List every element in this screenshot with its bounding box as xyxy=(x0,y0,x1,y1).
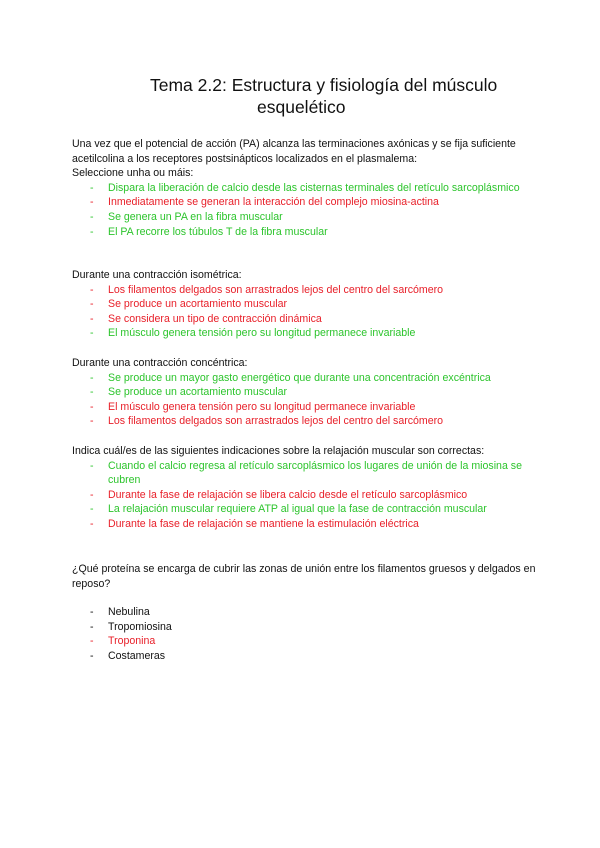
option-item: - Costameras xyxy=(90,649,166,662)
option-text: Durante la fase de relajación se mantiene la estimulación eléctrica xyxy=(108,517,419,530)
option-item: - Los filamentos delgados son arrastrados lejos del centro del sarcómero xyxy=(90,283,444,296)
option-text: Se produce un mayor gasto energético que durante una concentración excéntrica xyxy=(108,371,491,384)
option-item: - Los filamentos delgados son arrastrados lejos del centro del sarcómero xyxy=(90,415,444,428)
option-item: - Troponina xyxy=(90,635,156,648)
option-text: Se produce un acortamiento muscular xyxy=(108,298,288,311)
question-stem: Una vez que el potencial de acción (PA) alcanza las terminaciones axónicas y se fija suficiente acetilcolina a los receptores postsinápticos localizados en el plasmalema: xyxy=(72,138,516,165)
option-text: Inmediatamente se generan la interacción del complejo miosina-actina xyxy=(108,196,439,209)
option-item: - Durante la fase de relajación se mantiene la estimulación eléctrica xyxy=(90,517,419,530)
options-list xyxy=(72,605,542,663)
option-text: Se considera un tipo de contracción dinámica xyxy=(108,312,322,325)
title-line-2: esquelético xyxy=(257,97,346,117)
options-list xyxy=(72,459,542,532)
question-stem: Durante una contracción concéntrica: xyxy=(72,357,248,369)
option-text: La relajación muscular requiere ATP al igual que la fase de contracción muscular xyxy=(108,503,487,516)
option-text: Durante la fase de relajación se libera calcio desde el retículo sarcoplásmico xyxy=(108,488,468,501)
option-text: Los filamentos delgados son arrastrados lejos del centro del sarcómero xyxy=(108,283,444,296)
option-item: - Nebulina xyxy=(90,606,150,619)
option-item: - Inmediatamente se generan la interacción del complejo miosina-actina xyxy=(90,196,439,209)
option-text: El PA recorre los túbulos T de la fibra muscular xyxy=(108,225,328,238)
option-item: - Se produce un acortamiento muscular xyxy=(90,298,288,311)
title-line-1: Tema 2.2: Estructura y fisiología del músculo xyxy=(150,75,498,95)
options-list xyxy=(72,371,542,429)
option-text: El músculo genera tensión pero su longitud permanece invariable xyxy=(108,327,416,340)
question-5 xyxy=(72,562,542,664)
option-text: El músculo genera tensión pero su longitud permanece invariable xyxy=(108,400,416,413)
option-text: Los filamentos delgados son arrastrados lejos del centro del sarcómero xyxy=(108,415,444,428)
question-1 xyxy=(72,137,542,239)
question-3 xyxy=(72,356,542,429)
question-stem: Indica cuál/es de las siguientes indicaciones sobre la relajación muscular son correctas: xyxy=(72,445,485,457)
option-item: - La relajación muscular requiere ATP al igual que la fase de contracción muscular xyxy=(90,503,487,516)
option-text: Cuando el calcio regresa al retículo sarcoplásmico los lugares de unión de la miosina se cubren xyxy=(108,459,522,487)
option-item: - El PA recorre los túbulos T de la fibra muscular xyxy=(90,225,328,238)
option-item: - El músculo genera tensión pero su longitud permanece invariable xyxy=(90,400,416,413)
options-list xyxy=(72,283,542,341)
question-stem: ¿Qué proteína se encarga de cubrir las zonas de unión entre los filamentos gruesos y delgados en reposo? xyxy=(72,563,536,590)
option-item: - Tropomiosina xyxy=(90,620,172,633)
option-text: Costameras xyxy=(108,649,166,662)
question-stem: Durante una contracción isométrica: xyxy=(72,269,242,281)
option-text: Tropomiosina xyxy=(108,620,172,633)
question-instruction: Seleccione unha ou máis: xyxy=(72,167,194,180)
option-item: - Cuando el calcio regresa al retículo sarcoplásmico los lugares de unión de la miosina se cubren xyxy=(90,459,522,487)
page-title xyxy=(150,74,530,118)
question-4 xyxy=(72,444,542,532)
option-item: - El músculo genera tensión pero su longitud permanece invariable xyxy=(90,327,416,340)
option-item: - Se considera un tipo de contracción dinámica xyxy=(90,312,322,325)
option-text: Dispara la liberación de calcio desde las cisternas terminales del retículo sarcoplásmico xyxy=(108,181,520,194)
option-text: Se genera un PA en la fibra muscular xyxy=(108,210,283,223)
option-text: Troponina xyxy=(108,635,156,648)
option-item: - Durante la fase de relajación se libera calcio desde el retículo sarcoplásmico xyxy=(90,488,468,501)
option-item: - Se genera un PA en la fibra muscular xyxy=(90,210,283,223)
option-item: - Se produce un mayor gasto energético que durante una concentración excéntrica xyxy=(90,371,491,384)
question-2 xyxy=(72,268,542,341)
option-item: - Dispara la liberación de calcio desde las cisternas terminales del retículo sarcoplásmico xyxy=(90,181,520,194)
option-item: - Se produce un acortamiento muscular xyxy=(90,386,288,399)
option-text: Nebulina xyxy=(108,606,150,619)
option-text: Se produce un acortamiento muscular xyxy=(108,386,288,399)
options-list xyxy=(72,181,542,239)
